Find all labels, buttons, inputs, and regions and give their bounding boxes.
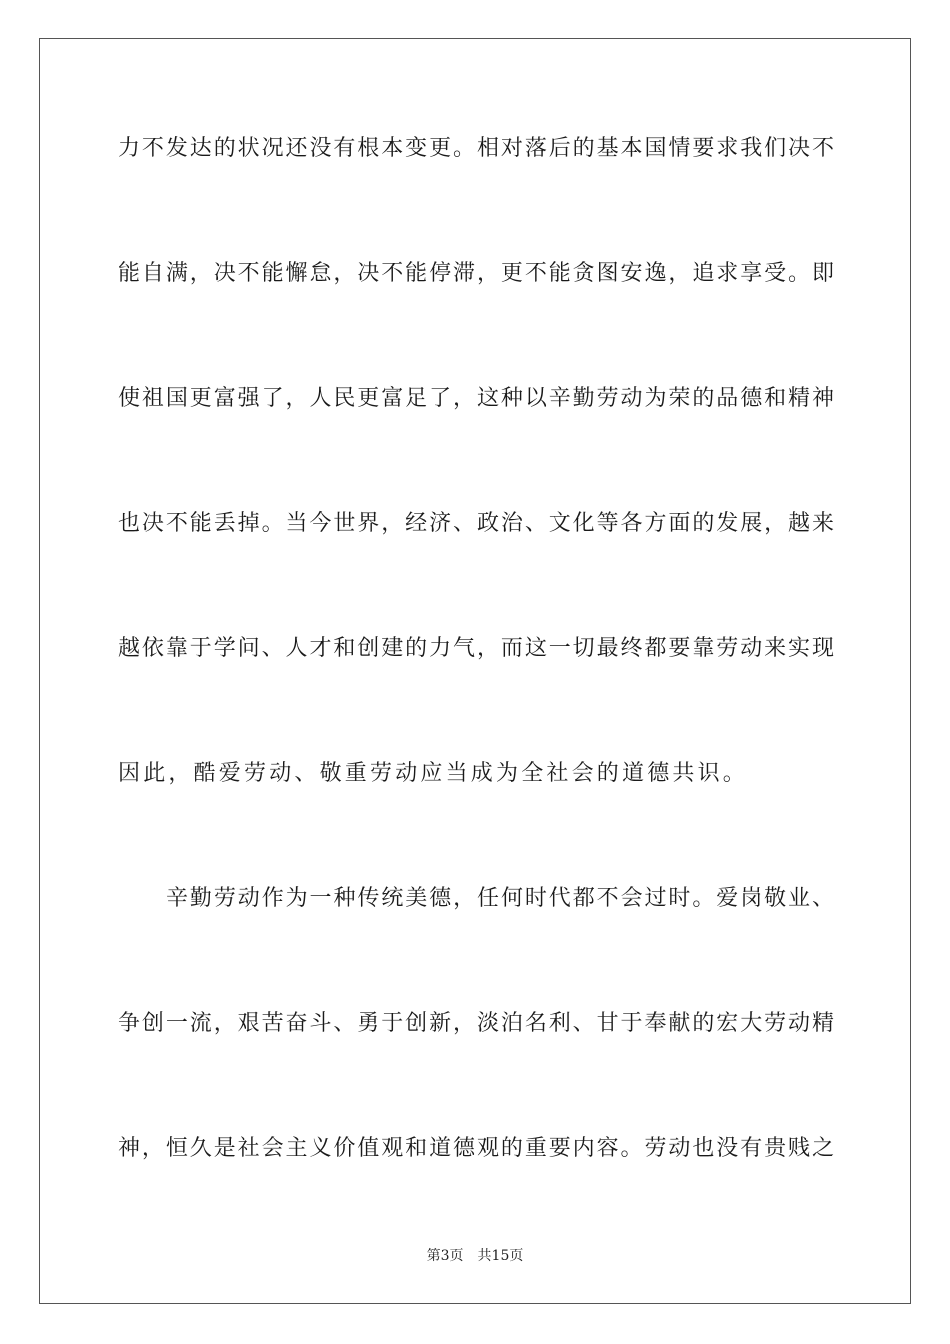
page-border <box>39 38 911 1304</box>
text-line-1: 力不发达的状况还没有根本变更。相对落后的基本国情要求我们决不 <box>118 136 834 161</box>
text-line-3: 使祖国更富强了，人民更富足了，这种以辛勤劳动为荣的品德和精神 <box>118 386 834 411</box>
text-line-5: 越依靠于学问、人才和创建的力气，而这一切最终都要靠劳动来实现 <box>118 636 834 661</box>
current-page-number: 第3页 <box>426 1248 464 1264</box>
text-line-8: 争创一流，艰苦奋斗、勇于创新，淡泊名利、甘于奉献的宏大劳动精 <box>118 1011 834 1036</box>
text-line-4: 也决不能丢掉。当今世界，经济、政治、文化等各方面的发展，越来 <box>118 511 834 536</box>
total-page-count: 共15页 <box>477 1248 524 1264</box>
page-footer <box>0 1246 950 1266</box>
text-line-6: 因此，酷爱劳动、敬重劳动应当成为全社会的道德共识。 <box>118 761 749 786</box>
text-line-9: 神，恒久是社会主义价值观和道德观的重要内容。劳动也没有贵贱之 <box>118 1136 834 1161</box>
text-line-2: 能自满，决不能懈怠，决不能停滞，更不能贪图安逸，追求享受。即 <box>118 261 834 286</box>
text-line-7: 辛勤劳动作为一种传统美德，任何时代都不会过时。爱岗敬业、 <box>166 886 834 911</box>
